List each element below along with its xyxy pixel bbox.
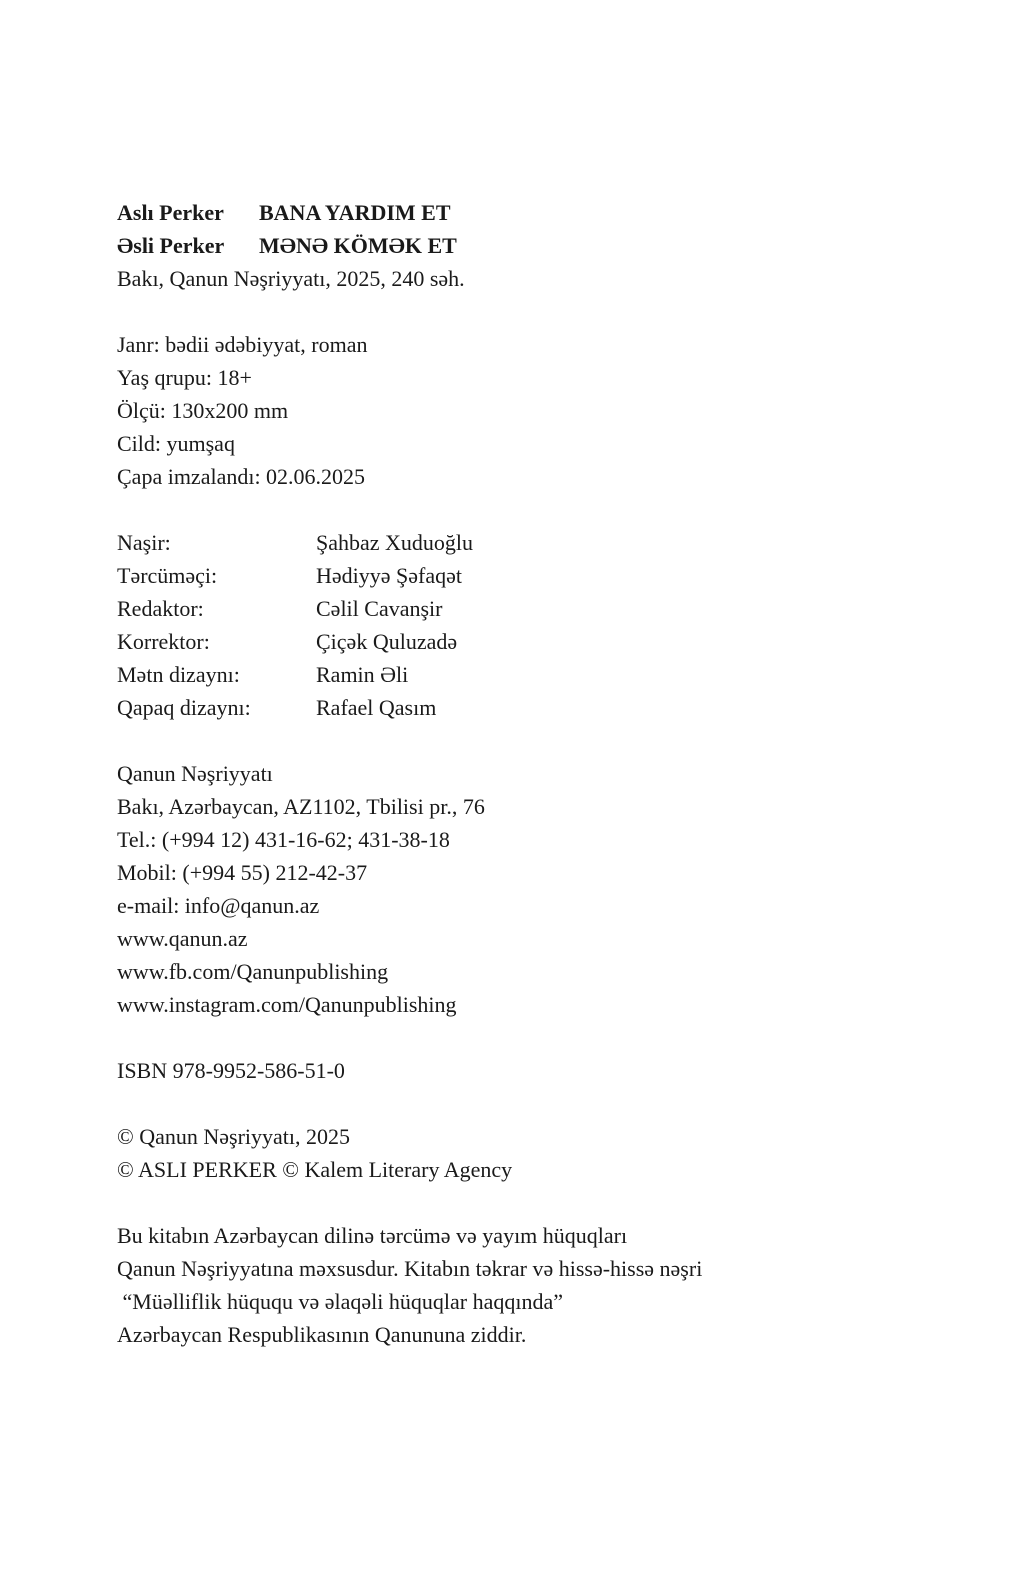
publisher-contacts [117, 757, 937, 1021]
credit-row [117, 559, 937, 592]
copyright-line: © ASLI PERKER © Kalem Literary Agency [117, 1157, 513, 1182]
publisher-phone: Tel.: (+994 12) 431-16-62; 431-38-18 [117, 827, 450, 852]
rights-statement [117, 1219, 937, 1351]
spacer [117, 1186, 937, 1219]
publisher-instagram: www.instagram.com/Qanunpublishing [117, 992, 457, 1017]
publisher-facebook: www.fb.com/Qanunpublishing [117, 959, 389, 984]
publisher-website: www.qanun.az [117, 926, 248, 951]
credit-role: Naşir: [117, 530, 171, 555]
credit-row [117, 592, 937, 625]
isbn: ISBN 978-9952-586-51-0 [117, 1058, 345, 1083]
credit-role: Redaktor: [117, 596, 204, 621]
detail-print-date: Çapa imzalandı: 02.06.2025 [117, 464, 366, 489]
credit-role: Korrektor: [117, 629, 210, 654]
credit-name: Şahbaz Xuduoğlu [316, 530, 474, 555]
credit-name: Ramin Əli [316, 662, 409, 687]
spacer [117, 724, 937, 757]
credit-row [117, 625, 937, 658]
spacer [117, 493, 937, 526]
publisher-name: Qanun Nəşriyyatı [117, 761, 273, 786]
translated-author: Əsli Perker [117, 233, 225, 258]
credit-role: Tərcüməçi: [117, 563, 218, 588]
copyright-notices [117, 1120, 937, 1186]
imprint-line: Bakı, Qanun Nəşriyyatı, 2025, 240 səh. [117, 266, 465, 291]
credit-row [117, 691, 937, 724]
copyright-line: © Qanun Nəşriyyatı, 2025 [117, 1124, 351, 1149]
credit-name: Cəlil Cavanşir [316, 596, 443, 621]
rights-line: Qanun Nəşriyyatına məxsusdur. Kitabın təkrar və hissə-hissə nəşri [117, 1256, 703, 1281]
credit-role: Mətn dizaynı: [117, 662, 240, 687]
credit-name: Hədiyyə Şəfaqət [316, 563, 462, 588]
credit-role: Qapaq dizaynı: [117, 695, 251, 720]
detail-age-group: Yaş qrupu: 18+ [117, 365, 252, 390]
original-title-row [117, 196, 937, 229]
book-details [117, 328, 937, 493]
credit-row [117, 526, 937, 559]
publisher-email: e-mail: info@qanun.az [117, 893, 320, 918]
rights-line: Azərbaycan Respublikasının Qanununa ziddir. [117, 1322, 527, 1347]
spacer [117, 1087, 937, 1120]
rights-line: Bu kitabın Azərbaycan dilinə tərcümə və yayım hüquqları [117, 1223, 628, 1248]
translated-title-row [117, 229, 937, 262]
rights-line: “Müəlliflik hüququ və əlaqəli hüquqlar haqqında” [117, 1289, 563, 1314]
detail-genre: Janr: bədii ədəbiyyat, roman [117, 332, 368, 357]
spacer [117, 1021, 937, 1054]
original-author: Aslı Perker [117, 200, 224, 225]
publisher-address: Bakı, Azərbaycan, AZ1102, Tbilisi pr., 76 [117, 794, 485, 819]
translated-title: MƏNƏ KÖMƏK ET [259, 233, 457, 258]
detail-size: Ölçü: 130x200 mm [117, 398, 289, 423]
original-title: BANA YARDIM ET [259, 200, 451, 225]
credit-name: Çiçək Quluzadə [316, 629, 458, 654]
publisher-mobile: Mobil: (+994 55) 212-42-37 [117, 860, 368, 885]
detail-binding: Cild: yumşaq [117, 431, 235, 456]
credits-list [117, 526, 937, 724]
credit-name: Rafael Qasım [316, 695, 437, 720]
copyright-page [117, 196, 937, 1351]
spacer [117, 295, 937, 328]
credit-row [117, 658, 937, 691]
